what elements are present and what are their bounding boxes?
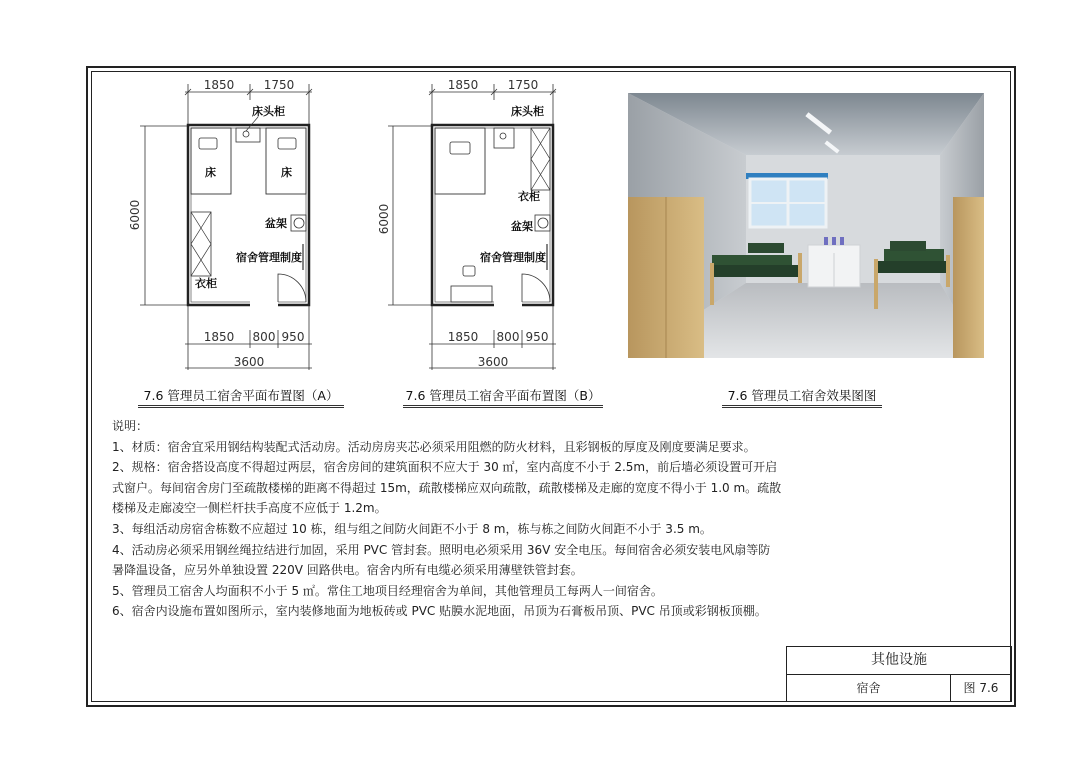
photo-caption: 7.6 管理员工宿舍效果图图: [722, 386, 882, 408]
plan-a-dim-bottom-3: 950: [281, 330, 305, 344]
plan-a-label-wardrobe: 衣柜: [195, 277, 217, 290]
note-item-2: 2、规格：宿舍搭设高度不得超过两层，宿舍房间的建筑面积不应大于 30 ㎡，室内高度不小于 2.5m，前后墙必须设置可开启式窗户。每间宿舍房门至疏散楼梯的距离不得超过 15m，疏散楼梯应双向疏散，疏散楼梯及走廊的宽度不得小于 1.0 m。疏散楼梯及走廊凌空一侧栏杆扶手高度不应低于 1.2m。: [112, 460, 782, 516]
note-item-3: 3、每组活动房宿舍栋数不应超过 10 栋，组与组之间防火间距不小于 8 m，栋与栋之间防火间距不小于 3.5 m。: [112, 521, 712, 536]
plan-a-label-bedside: 床头柜: [252, 105, 285, 118]
plan-a-dim-top-1: 1850: [203, 78, 235, 92]
plan-b-dim-bottom-3: 950: [525, 330, 549, 344]
notes-heading: 说明：: [112, 419, 149, 433]
plan-a-caption: 7.6 管理员工宿舍平面布置图（A）: [138, 386, 344, 408]
plan-a-dim-bottom-1: 1850: [203, 330, 235, 344]
plan-b-caption: 7.6 管理员工宿舍平面布置图（B）: [403, 386, 603, 408]
plan-b-label-bedside: 床头柜: [511, 105, 544, 118]
title-block-name: 宿舍: [787, 675, 951, 701]
dormitory-rendering-image: [628, 93, 984, 358]
title-block-category: 其他设施: [787, 647, 1011, 675]
plan-a-label-bed-1: 床: [205, 166, 216, 179]
plan-a-dim-bottom-2: 800: [252, 330, 276, 344]
plan-b-dim-top-2: 1750: [507, 78, 539, 92]
note-item-6: 6、宿舍内设施布置如图所示，室内装修地面为地板砖或 PVC 贴膜水泥地面，吊顶为石膏板吊顶、PVC 吊顶或彩钢板顶棚。: [112, 604, 767, 619]
floor-plan-b: [370, 76, 570, 376]
title-block: [786, 646, 1012, 702]
plan-a-dim-top-2: 1750: [263, 78, 295, 92]
plan-b-dim-height: 6000: [377, 203, 391, 235]
note-item-5: 5、管理员工宿舍人均面积不小于 5 ㎡。常住工地项目经理宿舍为单间，其他管理员工每两人一间宿舍。: [112, 583, 663, 598]
plan-b-dim-top-1: 1850: [447, 78, 479, 92]
plan-b-dim-bottom-1: 1850: [447, 330, 479, 344]
plan-b-label-wardrobe: 衣柜: [518, 190, 540, 203]
floor-plan-a: [125, 76, 325, 376]
title-block-figure-number: 图 7.6: [963, 681, 999, 695]
plan-b-dim-total: 3600: [477, 355, 509, 369]
description-notes: [112, 416, 782, 622]
plan-b-label-rules: 宿舍管理制度: [480, 251, 546, 264]
plan-a-label-basin: 盆架: [265, 217, 287, 230]
plan-b-label-basin: 盆架: [511, 220, 533, 233]
plan-a-label-rules: 宿舍管理制度: [236, 251, 302, 264]
note-item-4: 4、活动房必须采用钢丝绳拉结进行加固，采用 PVC 管封套。照明电必须采用 36V 安全电压。每间宿舍必须安装电风扇等防暑降温设备，应另外单独设置 220V 回路供电。宿舍内所有电缆必须采用薄壁铁管封套。: [112, 542, 771, 578]
plan-a-label-bed-2: 床: [281, 166, 292, 179]
plan-a-dim-total: 3600: [233, 355, 265, 369]
plan-b-dim-bottom-2: 800: [496, 330, 520, 344]
note-item-1: 1、材质：宿舍宜采用钢结构装配式活动房。活动房房夹芯必须采用阻燃的防火材料，且彩钢板的厚度及刚度要满足要求。: [112, 439, 756, 454]
plan-a-dim-height: 6000: [128, 199, 142, 231]
